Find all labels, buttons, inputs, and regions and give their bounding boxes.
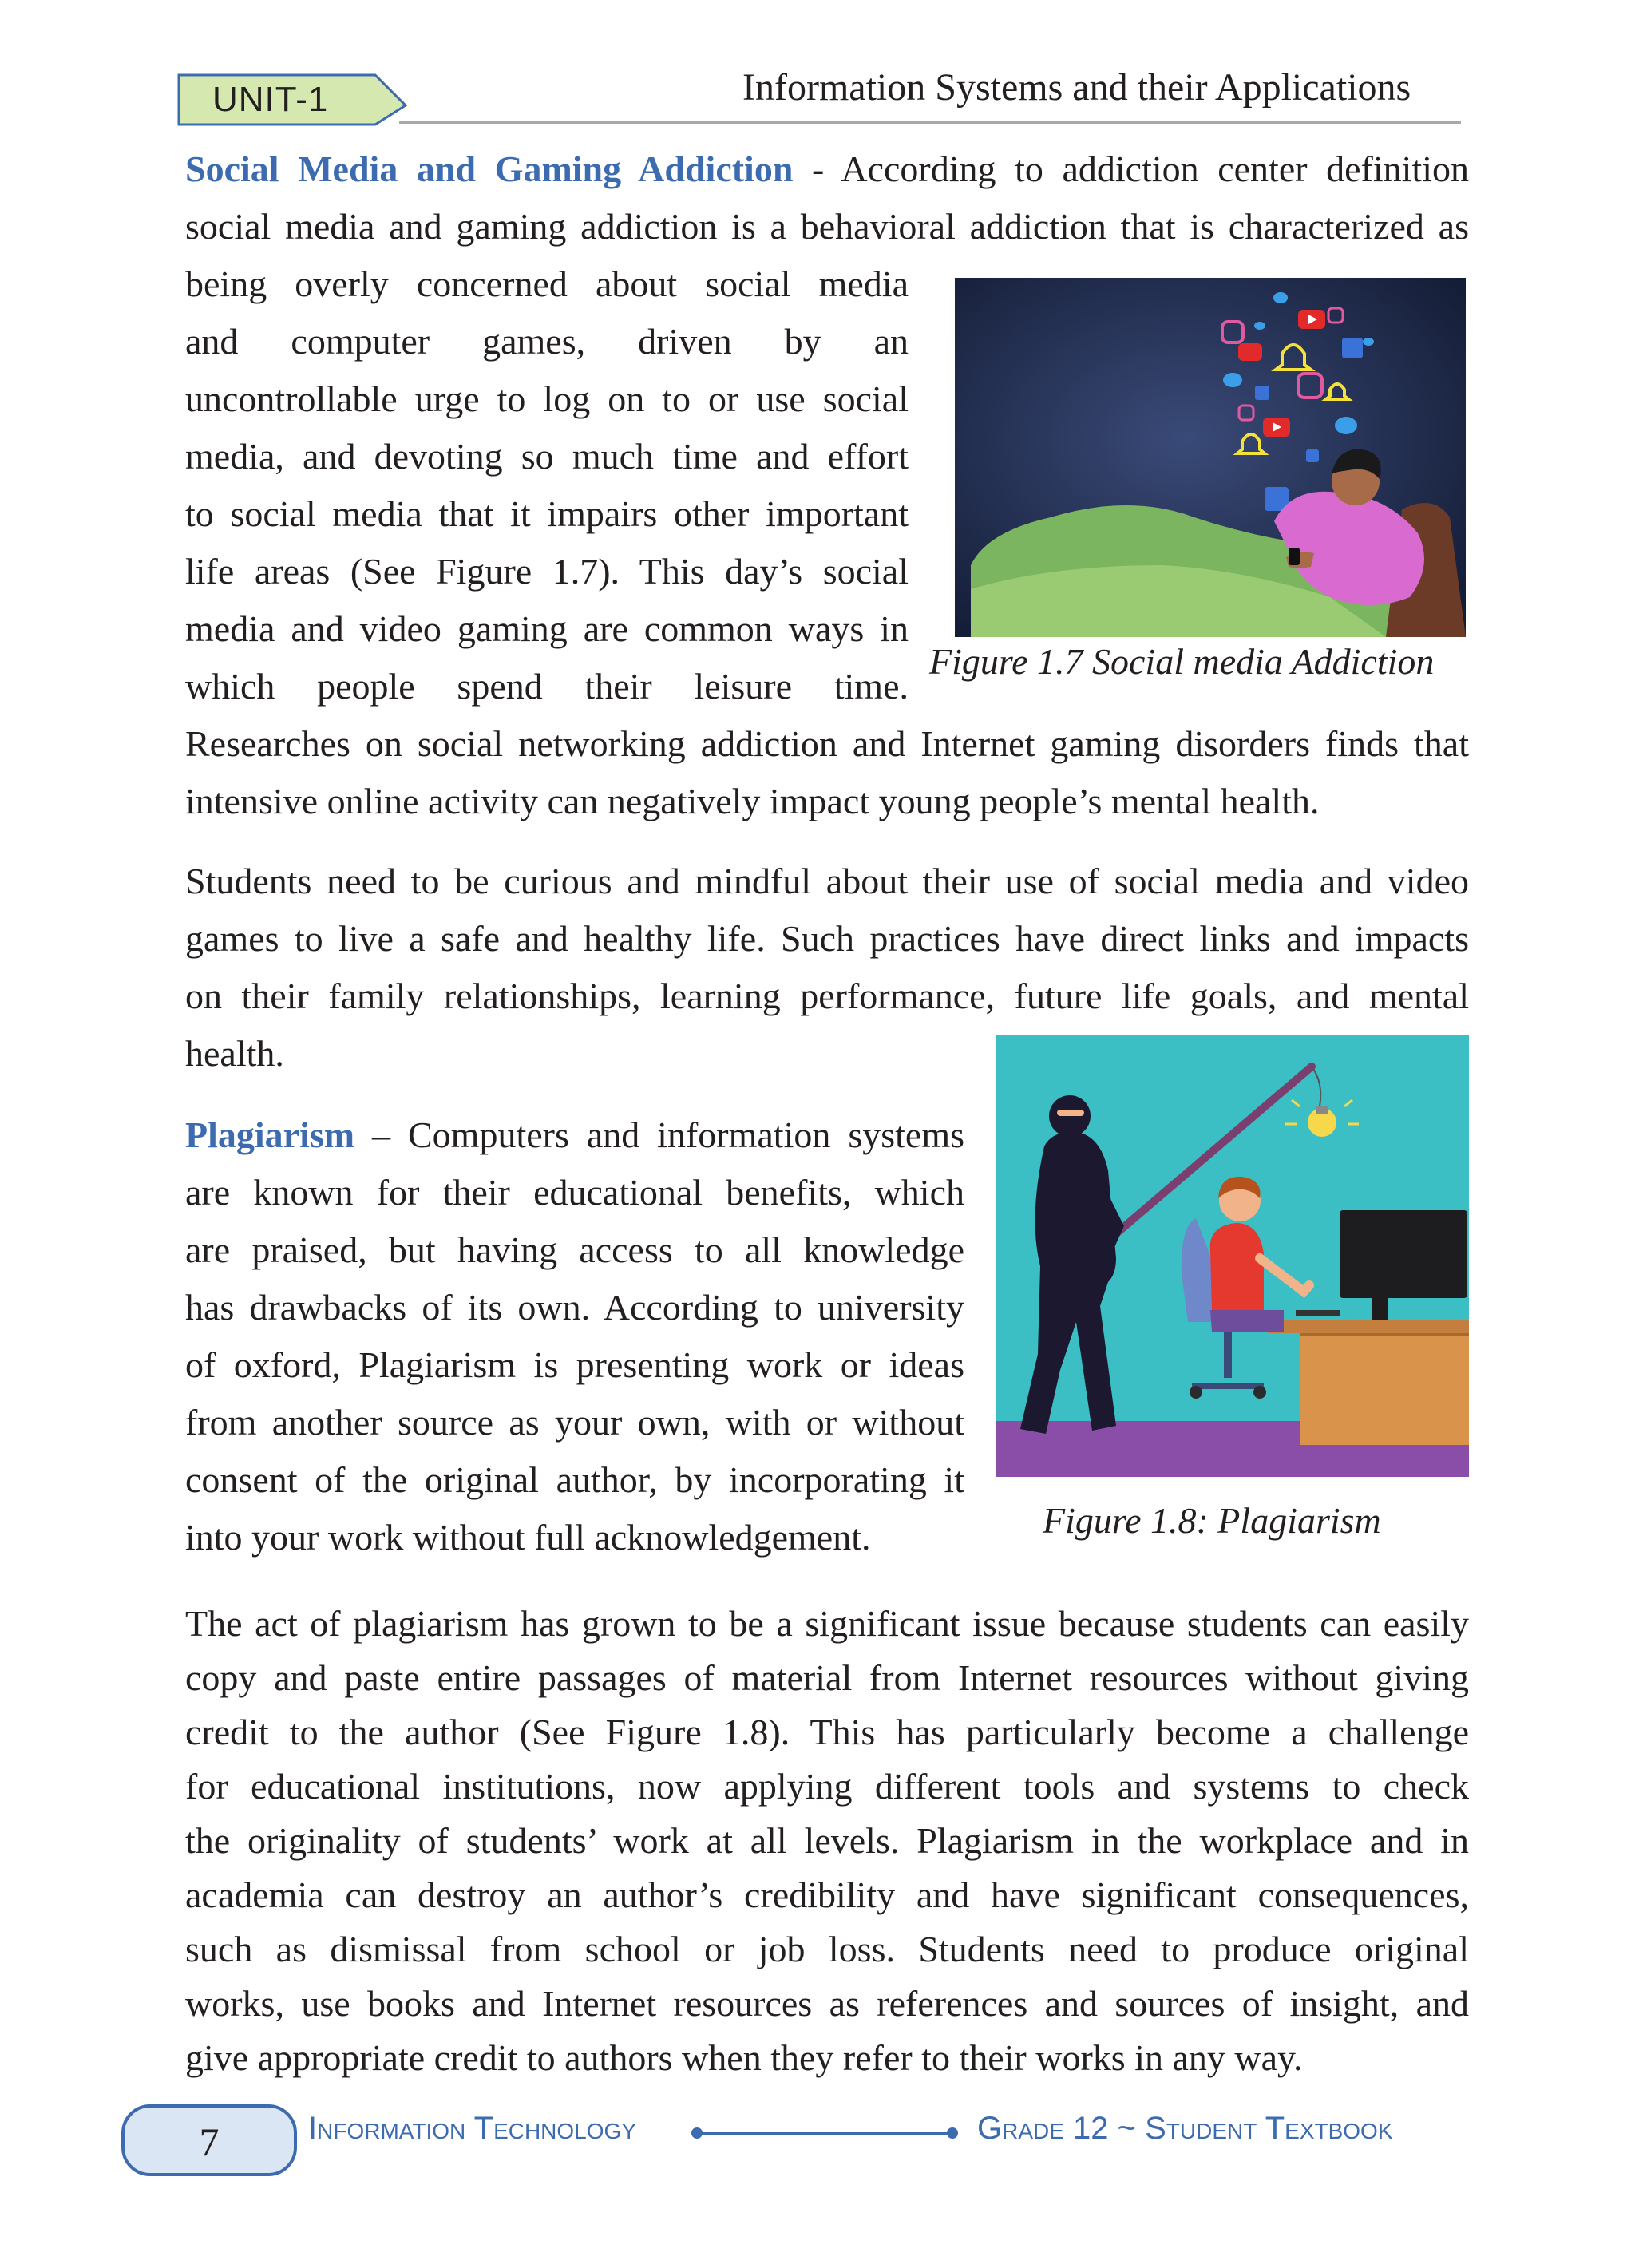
section2-line: for educational institutions, now applying different tools and systems to check: [185, 1766, 1469, 1807]
section2-line: works, use books and Internet resources as references and sources of insight, and: [185, 1983, 1469, 2024]
figure-plagiarism: [996, 1035, 1469, 1477]
section2-heading: Plagiarism: [185, 1114, 355, 1155]
section2-line: copy and paste entire passages of material from Internet resources without giving: [185, 1657, 1469, 1698]
section2-line: credit to the author (See Figure 1.8). This has particularly become a challenge: [185, 1712, 1469, 1752]
footer-subject: Information Technology: [308, 2111, 636, 2146]
section1-line: social media and gaming addiction is a behavioral addiction that is characterized as: [185, 206, 1469, 247]
header-rule: [399, 121, 1461, 124]
section2-line: are praised, but having access to all knowledge: [185, 1229, 964, 1270]
section1-line: media and video gaming are common ways in: [185, 608, 909, 649]
section1-line: Social Media and Gaming Addiction - According to addiction center definition: [185, 148, 1469, 189]
monitor: [1340, 1210, 1467, 1298]
section1-continuation: [185, 715, 1469, 830]
page-number: 7: [199, 2120, 220, 2164]
section1-line: to social media that it impairs other important: [185, 493, 909, 534]
section1-line: life areas (See Figure 1.7). This day’s social: [185, 551, 909, 592]
unit-tab: [177, 73, 409, 126]
section1-line: being overly concerned about social media: [185, 263, 909, 304]
footer-line: [696, 2132, 952, 2135]
section2-paragraph: [185, 1106, 964, 1566]
section2-line: are known for their educational benefits, which: [185, 1172, 964, 1213]
desk: [1268, 1320, 1469, 1333]
section2-line: the originality of students’ work at all levels. Plagiarism in the workplace and in: [185, 1820, 1469, 1861]
section2-line: academia can destroy an author’s credibility and have significant consequences,: [185, 1874, 1469, 1915]
section2-line: give appropriate credit to authors when they refer to their works in any way.: [185, 2037, 1303, 2078]
section1-line: on their family relationships, learning performance, future life goals, and mental: [185, 976, 1469, 1016]
student-shirt: [1210, 1223, 1264, 1310]
section2-line: consent of the original author, by incorporating it: [185, 1459, 964, 1500]
section2-line: from another source as your own, with or without: [185, 1402, 964, 1443]
section2-line: such as dismissal from school or job loss. Students need to produce original: [185, 1929, 1469, 1969]
section1-heading: Social Media and Gaming Addiction: [185, 148, 794, 189]
section2-line: The act of plagiarism has grown to be a significant issue because students can easily: [185, 1603, 1469, 1644]
figure-8-caption: Figure 1.8: Plagiarism: [1043, 1500, 1381, 1541]
section1-line: intensive online activity can negatively impact young people’s mental health.: [185, 781, 1320, 821]
section1-line: health.: [185, 1033, 284, 1074]
section1-line: Students need to be curious and mindful about their use of social media and video: [185, 861, 1469, 901]
section1-paragraph: [185, 141, 1469, 255]
section1-line: Researches on social networking addiction and Internet gaming disorders finds that: [185, 723, 1469, 764]
section1-line: uncontrollable urge to log on to or use social: [185, 378, 909, 419]
figure-7-caption: Figure 1.7 Social media Addiction: [929, 641, 1435, 682]
header-title: Information Systems and their Applications: [742, 66, 1411, 109]
section1-line: games to live a safe and healthy life. Such practices have direct links and impacts: [185, 918, 1469, 959]
figure-social-media-addiction: [955, 278, 1466, 637]
section1-column: [185, 255, 909, 715]
footer-grade: Grade 12 ~ Student Textbook: [977, 2111, 1393, 2146]
section1-line: which people spend their leisure time.: [185, 666, 909, 707]
footer-dot-right: [947, 2127, 958, 2139]
section2-line: of oxford, Plagiarism is presenting work or ideas: [185, 1344, 964, 1385]
unit-label: UNIT-1: [212, 80, 329, 119]
section2-line: into your work without full acknowledgement.: [185, 1517, 871, 1558]
section2-line: Plagiarism – Computers and information systems: [185, 1114, 964, 1155]
section2-paragraph-2: [185, 1597, 1469, 2085]
page-number-badge: [121, 2104, 297, 2176]
section1-line: media, and devoting so much time and effort: [185, 436, 909, 477]
section1-line: and computer games, driven by an: [185, 321, 909, 362]
phone: [1289, 548, 1300, 565]
keyboard: [1296, 1310, 1340, 1316]
section2-line: has drawbacks of its own. According to university: [185, 1287, 964, 1328]
